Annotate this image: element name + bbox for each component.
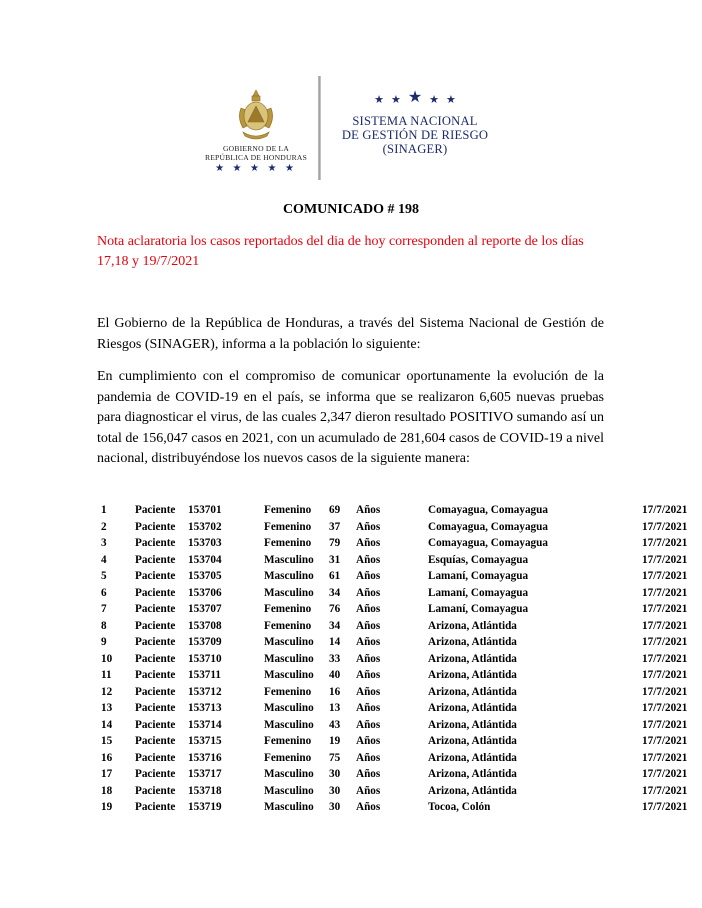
case-number: 17	[101, 768, 113, 780]
case-date: 17/7/2021	[642, 520, 688, 533]
case-date: 17/7/2021	[642, 636, 688, 648]
case-age: 34	[329, 619, 341, 632]
case-age: 43	[329, 718, 341, 731]
case-row	[101, 552, 701, 569]
case-date: 17/7/2021	[642, 768, 688, 780]
case-location: Tocoa, Colón	[428, 801, 491, 813]
case-sex: Femenino	[264, 537, 312, 549]
case-age: 19	[329, 735, 341, 747]
case-row	[101, 651, 701, 668]
case-location: Lamaní, Comayagua	[428, 570, 529, 582]
case-row	[101, 634, 701, 651]
case-age: 31	[329, 553, 341, 566]
case-row	[101, 700, 701, 717]
case-sex: Femenino	[264, 520, 312, 533]
case-label: Paciente	[135, 685, 176, 698]
star-icon: ★	[446, 94, 456, 106]
case-id: 153706	[188, 586, 222, 599]
case-row	[101, 535, 701, 552]
case-location: Arizona, Atlántida	[428, 768, 517, 780]
case-row	[101, 618, 701, 635]
case-number: 5	[101, 570, 107, 582]
case-location: Comayagua, Comayagua	[428, 504, 548, 516]
case-location: Arizona, Atlántida	[428, 702, 517, 714]
logo-divider	[318, 76, 321, 180]
case-row	[101, 502, 701, 519]
case-row	[101, 750, 701, 767]
case-age: 13	[329, 702, 341, 714]
case-id: 153717	[188, 768, 222, 780]
case-id: 153711	[188, 669, 221, 681]
case-id: 153703	[188, 537, 222, 549]
case-sex: Femenino	[264, 685, 312, 698]
intro-paragraph: El Gobierno de la República de Honduras, a través del Sistema Nacional de Gestión de Riesgos (SINAGER), informa a la población lo siguiente:	[97, 316, 604, 352]
star-icon: ★	[407, 89, 423, 106]
case-label: Paciente	[135, 619, 176, 632]
case-id: 153715	[188, 735, 222, 747]
letterhead	[0, 70, 702, 180]
case-label: Paciente	[135, 768, 176, 780]
case-number: 9	[101, 636, 107, 648]
case-age-unit: Años	[356, 553, 381, 566]
case-sex: Masculino	[264, 652, 314, 665]
case-sex: Masculino	[264, 702, 314, 714]
case-number: 11	[101, 669, 112, 681]
case-date: 17/7/2021	[642, 801, 688, 813]
case-date: 17/7/2021	[642, 718, 688, 731]
case-age: 30	[329, 784, 341, 797]
case-date: 17/7/2021	[642, 537, 688, 549]
case-id: 153708	[188, 619, 222, 632]
case-number: 14	[101, 718, 113, 731]
case-id: 153709	[188, 636, 222, 648]
star-icon: ★	[374, 94, 384, 106]
case-id: 153705	[188, 570, 222, 582]
case-id: 153714	[188, 718, 222, 731]
case-age-unit: Años	[356, 537, 381, 549]
case-label: Paciente	[135, 603, 176, 615]
case-row	[101, 799, 701, 816]
case-label: Paciente	[135, 586, 176, 599]
case-age-unit: Años	[356, 801, 381, 813]
case-label: Paciente	[135, 718, 176, 731]
case-age: 76	[329, 603, 341, 615]
case-sex: Femenino	[264, 735, 312, 747]
case-age: 75	[329, 751, 341, 764]
case-age: 37	[329, 520, 341, 533]
case-date: 17/7/2021	[642, 735, 688, 747]
case-date: 17/7/2021	[642, 586, 688, 599]
case-age: 34	[329, 586, 341, 599]
government-logo	[200, 88, 312, 174]
case-label: Paciente	[135, 801, 176, 813]
case-label: Paciente	[135, 636, 176, 648]
gov-logo-stars: ★ ★ ★ ★ ★	[215, 163, 297, 174]
case-number: 15	[101, 735, 113, 747]
case-label: Paciente	[135, 751, 176, 764]
sinager-stars	[330, 90, 500, 106]
case-date: 17/7/2021	[642, 504, 688, 516]
case-age: 30	[329, 768, 341, 780]
case-location: Comayagua, Comayagua	[428, 537, 548, 549]
case-location: Arizona, Atlántida	[428, 636, 517, 648]
case-age: 61	[329, 570, 341, 582]
case-location: Lamaní, Comayagua	[428, 603, 529, 615]
case-id: 153704	[188, 553, 222, 566]
case-date: 17/7/2021	[642, 702, 688, 714]
case-age-unit: Años	[356, 570, 381, 582]
case-id: 153719	[188, 801, 222, 813]
case-date: 17/7/2021	[642, 652, 688, 665]
case-age: 40	[329, 669, 341, 681]
case-sex: Femenino	[264, 751, 312, 764]
case-label: Paciente	[135, 520, 176, 533]
case-sex: Masculino	[264, 784, 314, 797]
case-location: Arizona, Atlántida	[428, 735, 517, 747]
case-age: 79	[329, 537, 341, 549]
star-icon: ★	[390, 94, 401, 106]
star-icon: ★	[429, 94, 440, 106]
case-age-unit: Años	[356, 669, 381, 681]
case-location: Arizona, Atlántida	[428, 685, 517, 698]
case-row	[101, 766, 701, 783]
case-location: Arizona, Atlántida	[428, 784, 517, 797]
case-age-unit: Años	[356, 520, 381, 533]
case-location: Arizona, Atlántida	[428, 619, 517, 632]
case-sex: Femenino	[264, 603, 312, 615]
case-id: 153710	[188, 652, 222, 665]
case-sex: Masculino	[264, 570, 314, 582]
case-sex: Masculino	[264, 801, 314, 813]
case-number: 2	[101, 520, 107, 533]
case-number: 13	[101, 702, 113, 714]
case-label: Paciente	[135, 735, 176, 747]
case-date: 17/7/2021	[642, 669, 688, 681]
sinager-line-3: (SINAGER)	[382, 142, 448, 156]
case-age: 33	[329, 652, 341, 665]
case-number: 19	[101, 801, 113, 813]
gov-logo-line-2: REPÚBLICA DE HONDURAS	[204, 153, 308, 162]
case-number: 8	[101, 619, 107, 632]
case-location: Arizona, Atlántida	[428, 718, 517, 731]
case-sex: Masculino	[264, 669, 314, 681]
case-location: Lamaní, Comayagua	[428, 586, 529, 599]
case-row	[101, 717, 701, 734]
case-sex: Masculino	[264, 768, 314, 780]
case-age-unit: Años	[356, 685, 381, 698]
case-date: 17/7/2021	[642, 784, 688, 797]
case-location: Arizona, Atlántida	[428, 751, 517, 764]
case-number: 18	[101, 784, 113, 797]
case-age: 69	[329, 504, 341, 516]
case-label: Paciente	[135, 504, 176, 516]
case-age-unit: Años	[356, 768, 381, 780]
case-label: Paciente	[135, 652, 176, 665]
case-date: 17/7/2021	[642, 619, 688, 632]
case-row	[101, 585, 701, 602]
case-date: 17/7/2021	[642, 603, 688, 615]
case-age: 30	[329, 801, 341, 813]
case-age-unit: Años	[356, 702, 381, 714]
case-sex: Masculino	[264, 718, 314, 731]
case-location: Comayagua, Comayagua	[428, 520, 548, 533]
case-id: 153716	[188, 751, 222, 764]
case-number: 16	[101, 751, 113, 764]
case-row	[101, 519, 701, 536]
case-row	[101, 783, 701, 800]
case-sex: Masculino	[264, 636, 314, 648]
case-number: 1	[101, 504, 107, 516]
case-number: 7	[101, 603, 107, 615]
case-id: 153701	[188, 504, 222, 516]
case-label: Paciente	[135, 669, 176, 681]
gov-logo-line-1: GOBIERNO DE LA	[222, 144, 290, 153]
case-age-unit: Años	[356, 586, 381, 599]
case-age-unit: Años	[356, 504, 381, 516]
case-number: 10	[101, 652, 113, 665]
case-row	[101, 733, 701, 750]
case-row	[101, 568, 701, 585]
case-age: 16	[329, 685, 341, 698]
case-sex: Femenino	[264, 504, 312, 516]
case-label: Paciente	[135, 702, 176, 714]
case-location: Esquías, Comayagua	[428, 553, 529, 566]
coat-of-arms-icon	[233, 88, 279, 142]
sinager-line-2: DE GESTIÓN DE RIESGO	[341, 128, 489, 142]
case-date: 17/7/2021	[642, 751, 688, 764]
case-label: Paciente	[135, 570, 176, 582]
case-age-unit: Años	[356, 652, 381, 665]
case-location: Arizona, Atlántida	[428, 669, 517, 681]
case-label: Paciente	[135, 784, 176, 797]
case-id: 153718	[188, 784, 222, 797]
case-age-unit: Años	[356, 619, 381, 632]
case-age-unit: Años	[356, 751, 381, 764]
case-date: 17/7/2021	[642, 553, 688, 566]
case-label: Paciente	[135, 553, 176, 566]
case-row	[101, 684, 701, 701]
case-sex: Masculino	[264, 553, 314, 566]
case-sex: Femenino	[264, 619, 312, 632]
case-number: 4	[101, 553, 107, 566]
case-age-unit: Años	[356, 603, 381, 615]
case-age-unit: Años	[356, 735, 381, 747]
case-id: 153707	[188, 603, 222, 615]
cases-list	[101, 502, 701, 816]
case-id: 153712	[188, 685, 222, 698]
case-row	[101, 601, 701, 618]
sinager-logo	[330, 90, 500, 156]
case-number: 6	[101, 586, 107, 599]
case-age-unit: Años	[356, 718, 381, 731]
case-row	[101, 667, 701, 684]
case-date: 17/7/2021	[642, 685, 688, 698]
summary-paragraph: En cumplimiento con el compromiso de comunicar oportunamente la evolución de la pandemia de COVID-19 en el país, se informa que se realizaron 6,605 nuevas pruebas para diagnosticar el virus, de las cuales 2,347 dieron resultado POSITIVO sumando así un total de 156,047 casos en 2021, con un acumulado de 281,604 casos de COVID-19 a nivel nacional, distribuyéndose los nuevos casos de la siguiente manera:	[97, 369, 604, 466]
case-label: Paciente	[135, 537, 176, 549]
case-number: 12	[101, 685, 113, 698]
clarification-note: Nota aclaratoria los casos reportados del dia de hoy corresponden al reporte de los días 17,18 y 19/7/2021	[97, 234, 584, 269]
case-location: Arizona, Atlántida	[428, 652, 517, 665]
case-age-unit: Años	[356, 636, 381, 648]
sinager-line-1: SISTEMA NACIONAL	[352, 114, 478, 128]
case-sex: Masculino	[264, 586, 314, 599]
case-age-unit: Años	[356, 784, 381, 797]
page-title: COMUNICADO # 198	[282, 202, 420, 217]
case-id: 153713	[188, 702, 222, 714]
case-number: 3	[101, 537, 107, 549]
case-date: 17/7/2021	[642, 570, 688, 582]
case-age: 14	[329, 636, 341, 648]
case-id: 153702	[188, 520, 222, 533]
